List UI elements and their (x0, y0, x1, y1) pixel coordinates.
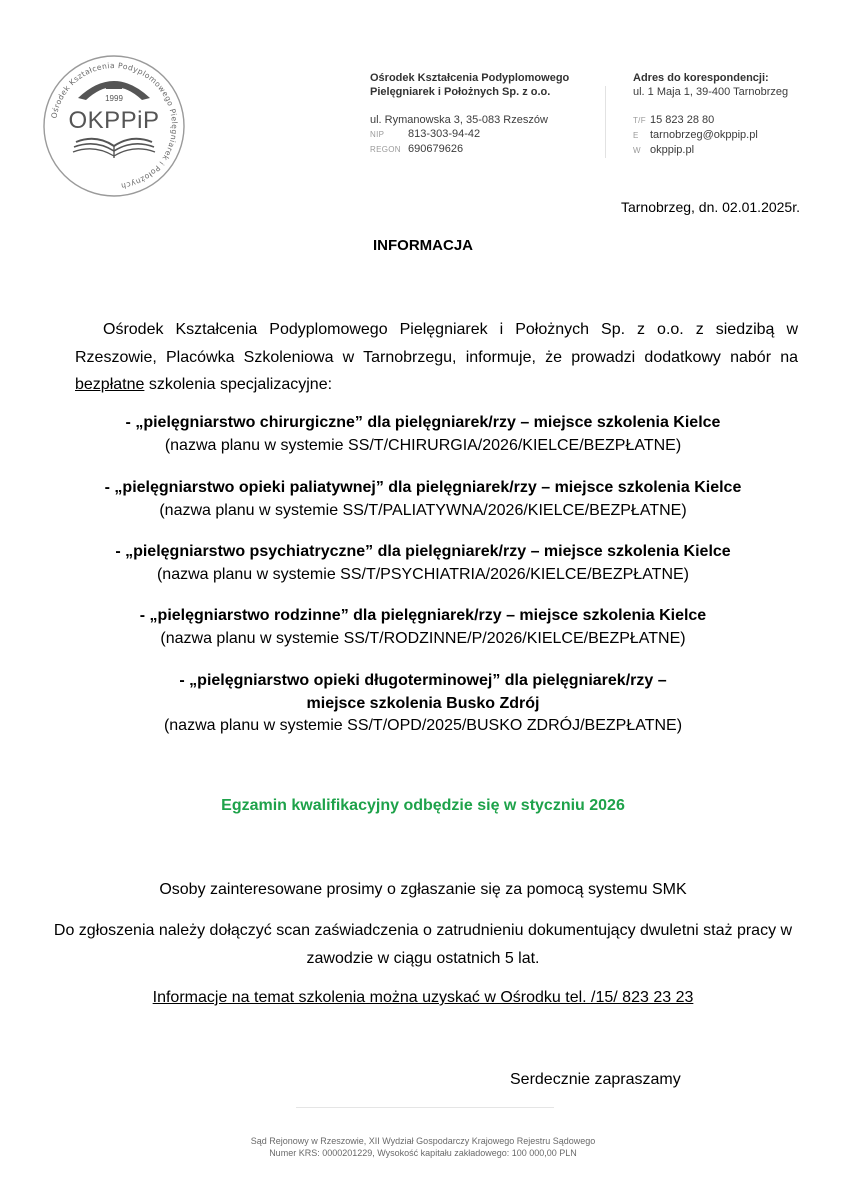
corr-address: ul. 1 Maja 1, 39-400 Tarnobrzeg (633, 86, 789, 98)
phone-value: 15 823 28 80 (650, 114, 715, 126)
course-plan: (nazwa planu w systemie SS/T/RODZINNE/P/2026/KIELCE/BEZPŁATNE) (160, 629, 686, 647)
corr-title: Adres do korespondencji: (633, 72, 769, 84)
intro-paragraph (75, 316, 798, 399)
contact-info: Informacje na temat szkolenia można uzyskać w Ośrodku tel. /15/ 823 23 23 (152, 989, 694, 1006)
footer-court: Sąd Rejonowy w Rzeszowie, XII Wydział Gospodarczy Krajowego Rejestru Sądowego (250, 1136, 596, 1146)
logo-arc-text: Ośrodek Kształcenia Podyplomowego Pielęgniarek i Położnych (49, 60, 180, 191)
course-item (0, 477, 846, 522)
logo-brand: OKPPiP (68, 107, 160, 134)
document-date: Tarnobrzeg, dn. 02.01.2025r. (620, 199, 800, 215)
smk-notice: Osoby zainteresowane prosimy o zgłaszanie się za pomocą systemu SMK (159, 881, 687, 898)
course-item (0, 412, 846, 457)
exam-notice: Egzamin kwalifikacyjny odbędzie się w styczniu 2026 (221, 797, 625, 814)
course-plan: (nazwa planu w systemie SS/T/CHIRURGIA/2026/KIELCE/BEZPŁATNE) (164, 436, 682, 454)
course-plan: (nazwa planu w systemie SS/T/PALIATYWNA/2026/KIELCE/BEZPŁATNE) (159, 501, 687, 519)
course-item (0, 670, 846, 738)
letterhead-registry (370, 113, 548, 157)
regon-value: 690679626 (408, 143, 464, 155)
org-name-line1: Ośrodek Kształcenia Podyplomowego (370, 72, 570, 84)
tf-label: T/F (633, 116, 646, 125)
course-plan: (nazwa planu w systemie SS/T/OPD/2025/BUSKO ZDRÓJ/BEZPŁATNE) (163, 717, 683, 734)
intro-part1: Ośrodek Kształcenia Podyplomowego Pielęgniarek i Położnych Sp. z o.o. z siedzibą w Rzeszowie, Placówka Szkoleniowa w Tarnobrzegu, informuje, że prowadzi dodatkowy nabór na (75, 321, 798, 366)
intro-underlined: bezpłatne (75, 376, 145, 393)
footer-divider (296, 1107, 554, 1108)
letterhead-divider (605, 86, 606, 158)
course-name: - „pielęgniarstwo rodzinne” dla pielęgniarek/rzy – miejsce szkolenia Kielce (139, 607, 707, 624)
intro-part2: szkolenia specjalizacyjne: (144, 376, 333, 393)
closing-text: Serdecznie zapraszamy (510, 1071, 681, 1088)
letterhead-org (370, 71, 569, 99)
document-title: INFORMACJA (373, 237, 473, 254)
course-name: - „pielęgniarstwo chirurgiczne” dla pielęgniarek/rzy – miejsce szkolenia Kielce (125, 414, 721, 431)
course-plan: (nazwa planu w systemie SS/T/PSYCHIATRIA/2026/KIELCE/BEZPŁATNE) (156, 565, 690, 583)
logo-year: 1999 (105, 94, 123, 103)
okppip-logo (38, 50, 190, 202)
www-label: W (633, 146, 641, 155)
footer-krs: Numer KRS: 0000201229, Wysokość kapitału zakładowego: 100 000,00 PLN (269, 1148, 577, 1158)
letterhead-correspondence (633, 71, 788, 99)
letterhead-contacts (633, 113, 758, 158)
course-name: - „pielęgniarstwo opieki paliatywnej” dla pielęgniarek/rzy – miejsce szkolenia Kielce (104, 479, 742, 496)
course-name: - „pielęgniarstwo psychiatryczne” dla pielęgniarek/rzy – miejsce szkolenia Kielce (115, 543, 731, 560)
org-name-line2: Pielęgniarek i Położnych Sp. z o.o. (370, 86, 551, 98)
org-address: ul. Rymanowska 3, 35-083 Rzeszów (370, 114, 548, 126)
documents-notice: Do zgłoszenia należy dołączyć scan zaświadczenia o zatrudnieniu dokumentujący dwuletni staż pracy w zawodzie w ciągu ostatnich 5 lat. (53, 922, 793, 967)
course-name: - „pielęgniarstwo opieki długoterminowej” dla pielęgniarek/rzy – (179, 672, 667, 689)
www-value[interactable]: okppip.pl (650, 144, 695, 156)
course-location: miejsce szkolenia Busko Zdrój (306, 694, 540, 712)
course-item (0, 605, 846, 650)
email-value[interactable]: tarnobrzeg@okppip.pl (650, 129, 758, 141)
course-item (0, 541, 846, 586)
nip-value: 813-303-94-42 (408, 128, 481, 140)
regon-label: REGON (370, 145, 401, 154)
email-label: E (633, 131, 639, 140)
nip-label: NIP (370, 130, 385, 139)
